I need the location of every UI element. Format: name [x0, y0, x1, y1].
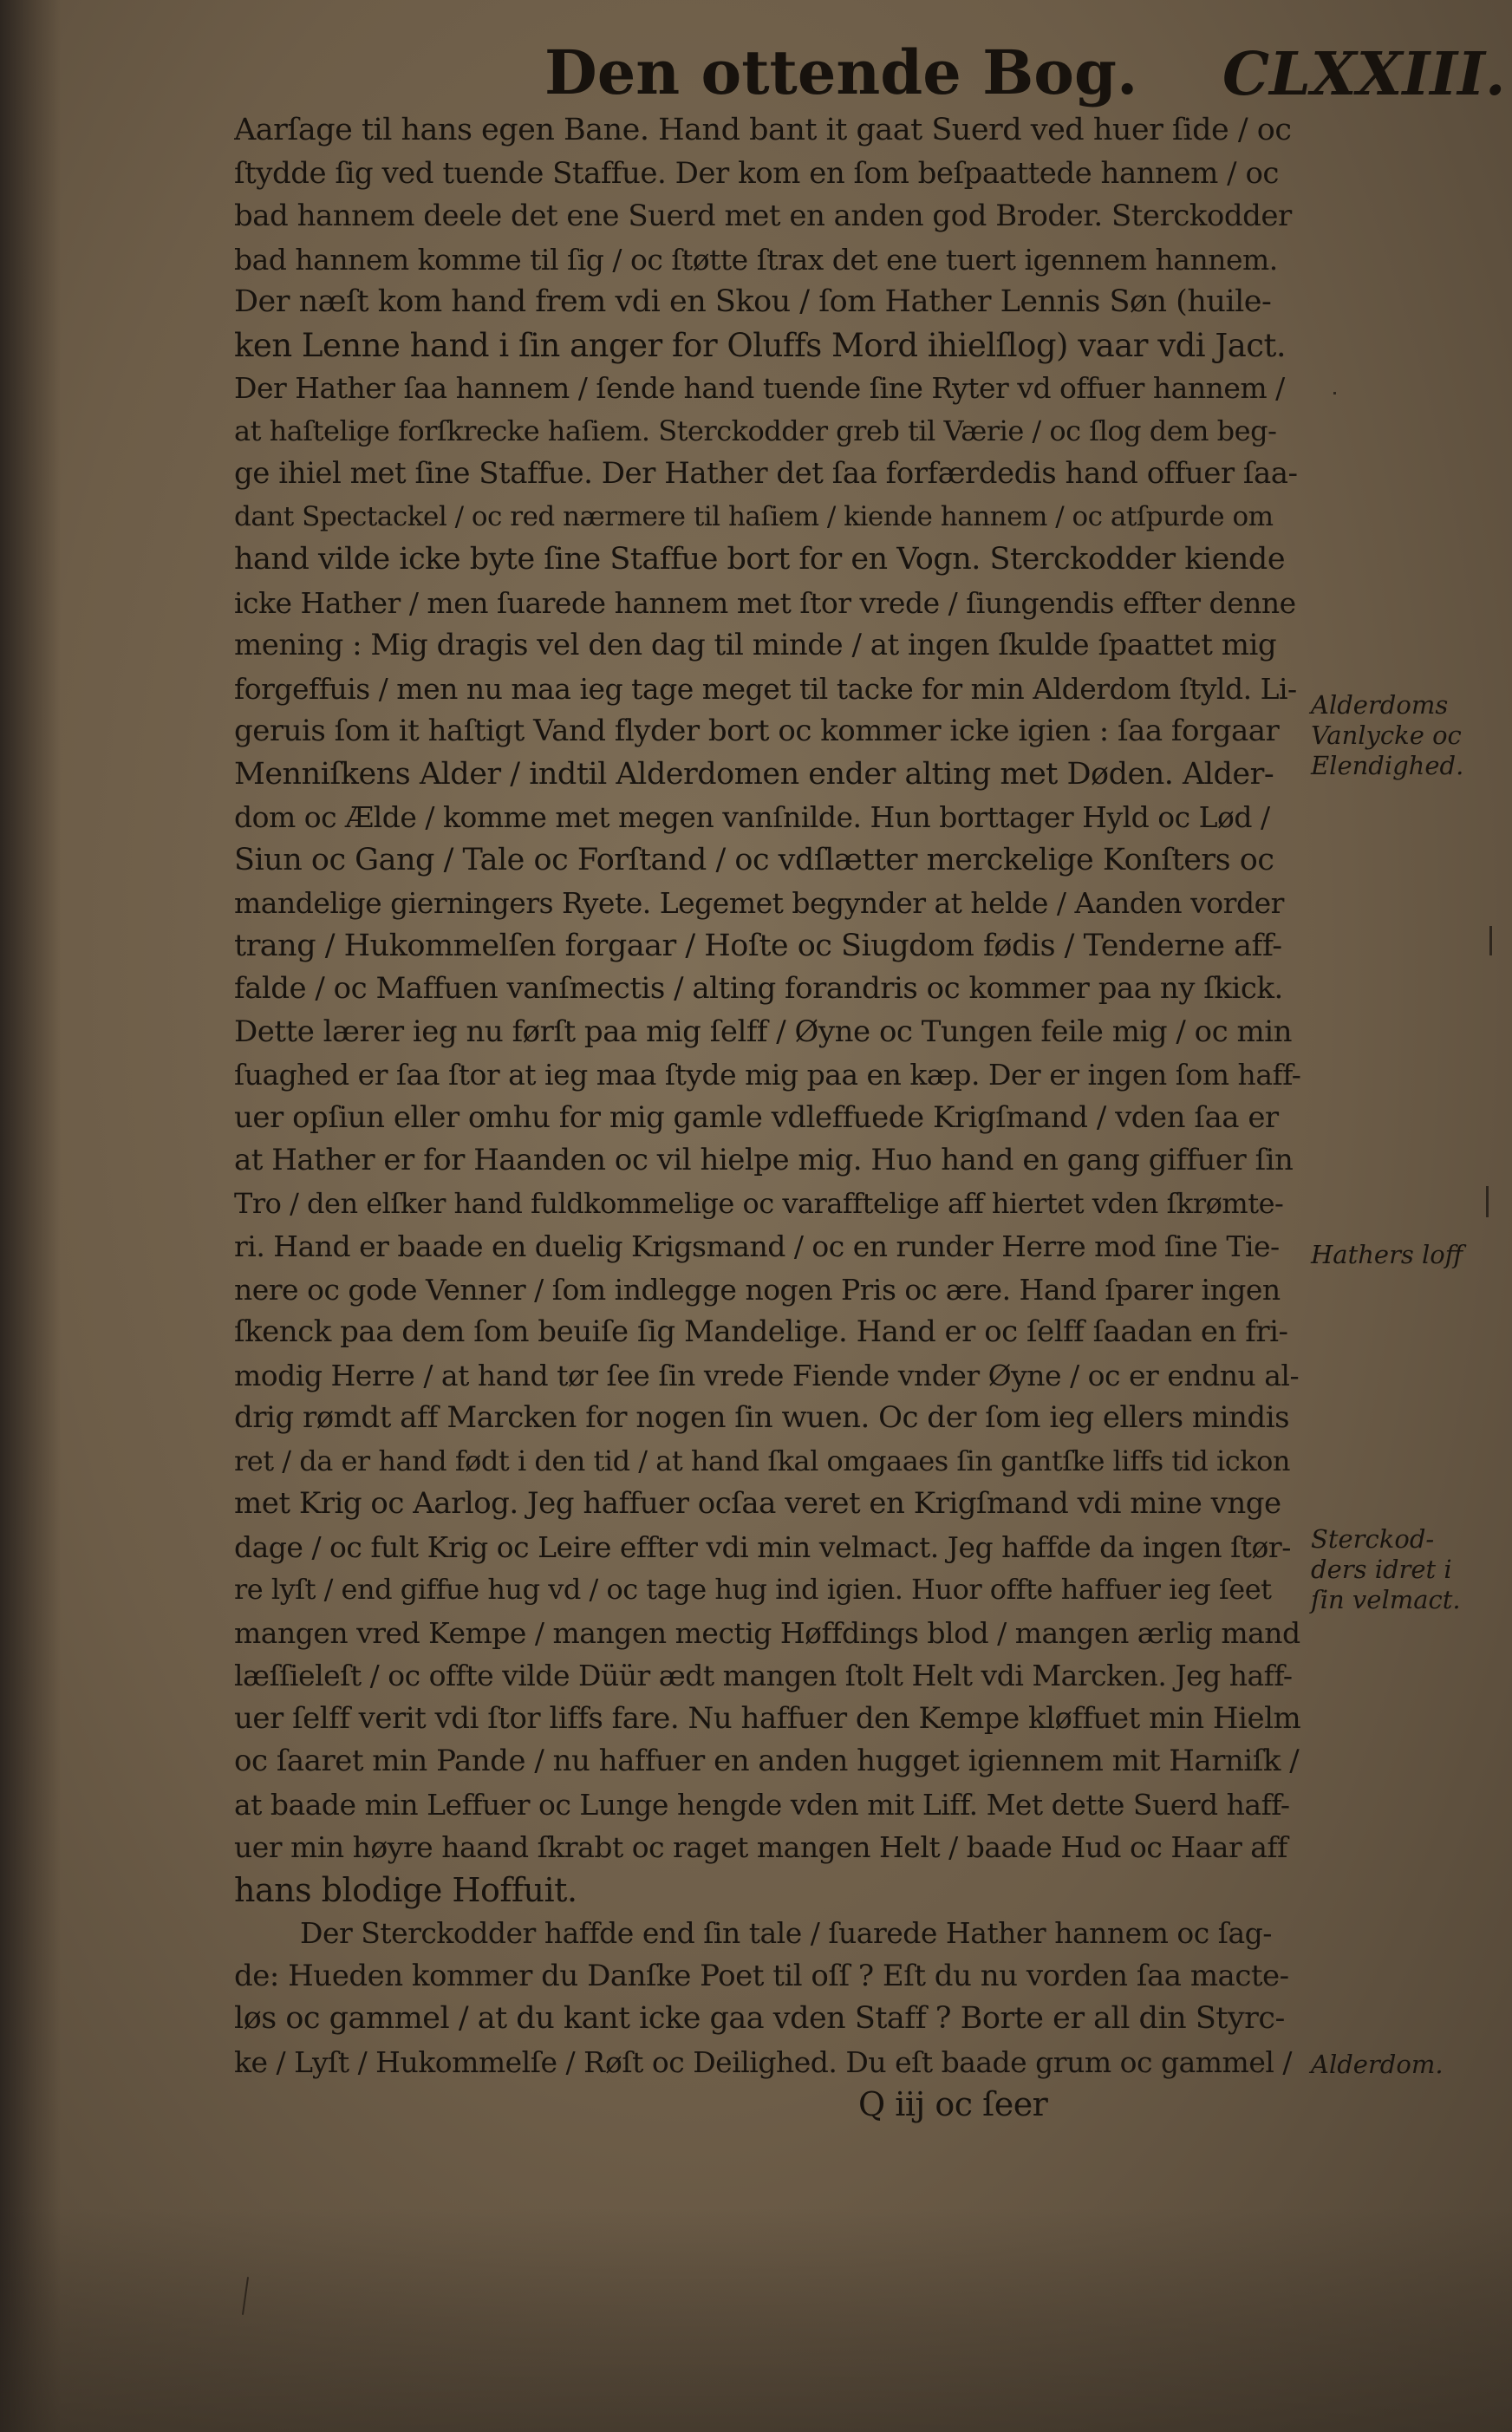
- text-line: dant Spectackel / oc red nærmere til haſiem / kiende hannem / oc atſpurde om: [234, 500, 1274, 532]
- marginal-note-line: ders idret i: [1311, 1555, 1452, 1584]
- text-line: hand vilde icke byte ſine Staffue bort for en Vogn. Sterckodder kiende: [234, 542, 1286, 577]
- marginal-note-line: Vanlycke oc: [1311, 720, 1462, 750]
- text-line: forgeffuis / men nu maa ieg tage meget til tacke for min Alderdom ſtyld. Li-: [234, 671, 1297, 706]
- text-line: Der næſt kom hand frem vdi en Skou / ſom Hather Lennis Søn (huile-: [234, 284, 1272, 319]
- text-line: hans blodige Hoffuit.: [234, 1870, 577, 1909]
- text-line: icke Hather / men ſuarede hannem met ſtor vrede / ſiungendis effter denne: [234, 585, 1296, 620]
- text-line: ret / da er hand født i den tid / at hand ſkal omgaaes ſin gantſke liffs tid ickon: [234, 1444, 1290, 1477]
- text-line: drig rømdt aff Marcken for nogen ſin wuen. Oc der ſom ieg ellers mindis: [234, 1400, 1290, 1435]
- text-line: dage / oc fult Krig oc Leire effter vdi min velmact. Jeg haffde da ingen ſtør-: [234, 1529, 1291, 1564]
- text-line: Siun oc Gang / Tale oc Forſtand / oc vdſlætter merckelige Konſters oc: [234, 842, 1274, 877]
- marginal-note-sterckodders: [1311, 1524, 1506, 1615]
- signature-catchword-line: Q iij oc ſeer: [858, 2085, 1048, 2123]
- text-line: ge ihiel met ſine Staffue. Der Hather det ſaa forfærdedis hand offuer ſaa-: [234, 456, 1298, 491]
- text-line: at haſtelige forſkrecke haſiem. Sterckodder greb til Værie / oc ſlog dem beg-: [234, 414, 1277, 447]
- text-line: dom oc Ælde / komme met megen vanſnilde. Hun borttager Hyld oc Lød /: [234, 800, 1270, 834]
- text-line: mandelige gierningers Ryete. Legemet begynder at helde / Aanden vorder: [234, 886, 1284, 920]
- text-line: Der Hather ſaa hannem / ſende hand tuende ſine Ryter vd offuer hannem /: [234, 371, 1285, 405]
- text-line: læſſieleſt / oc offte vilde Düür ædt mangen ſtolt Helt vdi Marcken. Jeg haff-: [234, 1659, 1293, 1692]
- text-line: ke / Lyſt / Hukommelſe / Røſt oc Deilighed. Du eſt baade grum oc gammel /: [234, 2044, 1293, 2079]
- text-line: falde / oc Maffuen vanſmectis / alting forandris oc kommer paa ny ſkick.: [234, 971, 1283, 1006]
- text-line: ſuaghed er ſaa ſtor at ieg maa ſtyde mig paa en kæp. Der er ingen ſom haff-: [234, 1058, 1300, 1092]
- text-line: løs oc gammel / at du kant icke gaa vden Staff ? Borte er all din Styrc-: [234, 2001, 1285, 2036]
- ink-stroke: [1489, 926, 1492, 955]
- running-title: Den ottende Bog.: [544, 36, 1138, 108]
- ink-stroke: [1486, 1186, 1489, 1217]
- marginal-note-line: Alderdom.: [1311, 2050, 1444, 2079]
- text-line: de: Hueden kommer du Danſke Poet til oſſ ? Eſt du nu vorden ſaa macte-: [234, 1958, 1289, 1993]
- text-line: at Hather er for Haanden oc vil hielpe mig. Huo hand en gang giffuer ſin: [234, 1143, 1294, 1177]
- marginal-note-line: Alderdoms: [1311, 690, 1449, 720]
- marginal-note-line: ſin velmact.: [1311, 1585, 1461, 1614]
- marginal-note-alderdom: [1311, 2050, 1506, 2080]
- text-line: ri. Hand er baade en duelig Krigsmand / oc en runder Herre mod ſine Tie-: [234, 1229, 1280, 1263]
- text-line: uer ſelff verit vdi ſtor liffs fare. Nu haffuer den Kempe kløffuet min Hielm: [234, 1700, 1300, 1736]
- folio-number: CLXXIII.: [1222, 40, 1506, 109]
- text-line: Dette lærer ieg nu førſt paa mig ſelff / Øyne oc Tungen feile mig / oc min: [234, 1014, 1293, 1049]
- text-line: Aarſage til hans egen Bane. Hand bant it gaat Suerd ved huer ſide / oc: [234, 113, 1292, 147]
- binding-shadow: [0, 0, 61, 2432]
- text-line-paragraph-start: Der Sterckodder haffde end ſin tale / ſuarede Hather hannem oc ſag-: [300, 1916, 1272, 1950]
- text-line: ſtydde ſig ved tuende Staffue. Der kom en ſom beſpaattede hannem / oc: [234, 155, 1279, 191]
- text-line: Menniſkens Alder / indtil Alderdomen ender alting met Døden. Alder-: [234, 756, 1274, 792]
- text-line: bad hannem deele det ene Suerd met en anden god Broder. Sterckodder: [234, 199, 1292, 233]
- text-line: uer opſiun eller omhu for mig gamle vdleffuede Krigſmand / vden ſaa er: [234, 1099, 1279, 1135]
- main-text-block: [234, 109, 1300, 2127]
- text-line: bad hannem komme til ſig / oc ſtøtte ſtrax det ene tuert igennem hannem.: [234, 242, 1278, 277]
- marginal-note-line: Sterckod-: [1311, 1524, 1435, 1554]
- text-line: mangen vred Kempe / mangen mectig Høffdings blod / mangen ærlig mand: [234, 1615, 1300, 1650]
- text-line: mening : Mig dragis vel den dag til minde / at ingen ſkulde ſpaattet mig: [234, 628, 1277, 662]
- marginal-note-line: Elendighed.: [1311, 751, 1464, 780]
- marginal-note-line: Hathers loff: [1311, 1240, 1463, 1269]
- marginal-note-alderdoms: [1311, 690, 1506, 781]
- ink-speck: [1333, 392, 1336, 394]
- text-line: nere oc gode Venner / ſom indlegge nogen Pris oc ære. Hand ſparer ingen: [234, 1272, 1281, 1307]
- text-line: trang / Hukommelſen forgaar / Hoſte oc Siugdom fødis / Tenderne aff-: [234, 928, 1282, 963]
- text-line: modig Herre / at hand tør ſee ſin vrede Fiende vnder Øyne / oc er endnu al-: [234, 1358, 1300, 1392]
- text-line: geruis ſom it haſtigt Vand flyder bort oc kommer icke igien : ſaa forgaar: [234, 714, 1280, 748]
- text-line: ſkenck paa dem ſom beuiſe ſig Mandelige. Hand er oc ſelff ſaadan en fri-: [234, 1314, 1288, 1349]
- text-line: met Krig oc Aarlog. Jeg haffuer ocſaa veret en Krigſmand vdi mine vnge: [234, 1486, 1281, 1521]
- text-line: Tro / den elſker hand fuldkommelige oc varafftelige aff hiertet vden ſkrømte-: [234, 1186, 1284, 1220]
- text-line: oc ſaaret min Pande / nu haffuer en anden hugget igiennem mit Harniſk /: [234, 1744, 1300, 1778]
- text-line: ken Lenne hand i ſin anger for Oluffs Mord ihielſlog) vaar vdi Jact.: [234, 326, 1287, 364]
- text-line: re lyſt / end giffue hug vd / oc tage hug ind igien. Huor offte haffuer ieg ſeet: [234, 1573, 1272, 1606]
- text-line: uer min høyre haand ſkrabt oc raget mangen Helt / baade Hud oc Haar aff: [234, 1830, 1287, 1864]
- marginal-note-hathers-loff: [1311, 1240, 1506, 1270]
- text-line: at baade min Leffuer oc Lunge hengde vden mit Liff. Met dette Suerd haff-: [234, 1787, 1290, 1822]
- page-bottom-shade: [0, 2207, 1512, 2432]
